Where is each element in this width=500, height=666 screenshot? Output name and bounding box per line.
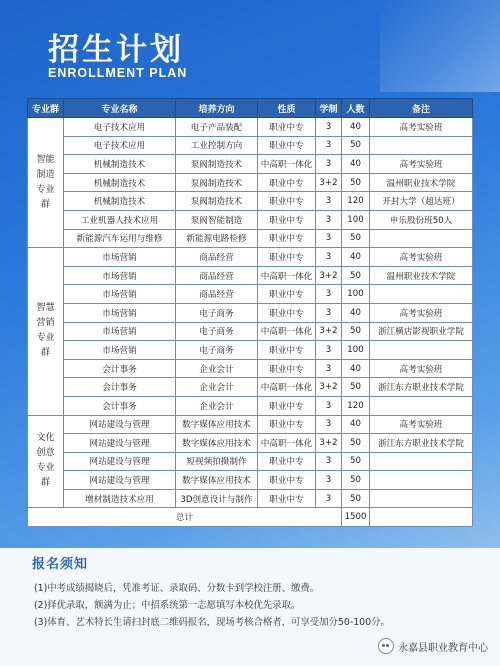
nature-cell: 中高职一体化 [258,322,316,341]
nature-cell: 职业中专 [258,396,316,415]
direction-cell: 电子产品装配 [176,118,258,137]
note-cell [370,471,473,490]
direction-cell: 企业会计 [176,396,258,415]
count-cell: 50 [342,434,370,453]
note-cell: 开封大学（超达班） [370,192,473,211]
col-header: 专业群 [28,99,64,118]
direction-cell: 数字媒体应用技术 [176,434,258,453]
table-row [28,396,473,415]
nature-cell: 职业中专 [258,452,316,471]
direction-cell: 泵阀制造技术 [176,173,258,192]
count-cell: 40 [342,118,370,137]
table-row [28,489,473,508]
note-cell: 浙江横店影视职业学院 [370,322,473,341]
note-cell [370,396,473,415]
count-cell: 40 [342,415,370,434]
nature-cell: 职业中专 [258,471,316,490]
nature-cell: 职业中专 [258,341,316,360]
note-cell [370,229,473,248]
page-subtitle: ENROLLMENT PLAN [48,66,188,80]
nature-cell: 中高职一体化 [258,378,316,397]
years-cell: 3+2 [316,266,342,285]
note-cell: 高考实验班 [370,415,473,434]
major-cell: 网站建设与管理 [64,434,176,453]
nature-cell: 职业中专 [258,248,316,267]
nature-cell: 职业中专 [258,229,316,248]
col-header: 培养方向 [176,99,258,118]
table-row [28,229,473,248]
years-cell: 3 [316,452,342,471]
table-row [28,471,473,490]
years-cell: 3 [316,210,342,229]
note-cell: 温州职业技术学院 [370,173,473,192]
nature-cell: 中高职一体化 [258,155,316,174]
major-cell: 市场营销 [64,248,176,267]
direction-cell: 企业会计 [176,359,258,378]
years-cell: 3 [316,359,342,378]
major-cell: 市场营销 [64,341,176,360]
count-cell: 120 [342,396,370,415]
major-cell: 市场营销 [64,266,176,285]
table-row [28,285,473,304]
notice-item: (3)体育、艺术特长生请扫封底二维码报名，现场考核合格者，可享受加分50-100分。 [34,617,390,628]
direction-cell: 工业控制方向 [176,136,258,155]
note-cell [370,452,473,471]
major-cell: 新能源汽车运用与维修 [64,229,176,248]
years-cell: 3 [316,229,342,248]
years-cell: 3 [316,118,342,137]
note-cell [370,136,473,155]
nature-cell: 职业中专 [258,359,316,378]
direction-cell: 商品经营 [176,285,258,304]
years-cell: 3 [316,155,342,174]
direction-cell: 电子商务 [176,322,258,341]
notice-title: 报名须知 [32,557,89,572]
table-row [28,192,473,211]
direction-cell: 电子商务 [176,341,258,360]
count-cell: 50 [342,173,370,192]
direction-cell: 商品经营 [176,248,258,267]
count-cell: 50 [342,378,370,397]
major-cell: 市场营销 [64,285,176,304]
note-cell: 高考实验班 [370,359,473,378]
major-cell: 会计事务 [64,396,176,415]
count-cell: 50 [342,452,370,471]
total-value: 1500 [342,508,370,527]
direction-cell: 数字媒体应用技术 [176,415,258,434]
years-cell: 3+2 [316,378,342,397]
nature-cell: 职业中专 [258,136,316,155]
count-cell: 50 [342,471,370,490]
years-cell: 3 [316,415,342,434]
note-cell: 温州职业技术学院 [370,266,473,285]
col-header: 备注 [370,99,473,118]
major-cell: 机械制造技术 [64,192,176,211]
major-cell: 机械制造技术 [64,155,176,174]
note-cell: 高考实验班 [370,303,473,322]
note-cell [370,285,473,304]
total-row [28,508,473,527]
major-cell: 会计事务 [64,359,176,378]
table-row [28,248,473,267]
years-cell: 3+2 [316,434,342,453]
count-cell: 100 [342,210,370,229]
table-row [28,415,473,434]
count-cell: 40 [342,248,370,267]
note-cell [370,489,473,508]
table-row [28,341,473,360]
major-cell: 会计事务 [64,378,176,397]
years-cell: 3 [316,341,342,360]
major-cell: 网站建设与管理 [64,471,176,490]
direction-cell: 3D创意设计与制作 [176,489,258,508]
nature-cell: 职业中专 [258,285,316,304]
major-cell: 网站建设与管理 [64,415,176,434]
note-cell: 高考实验班 [370,118,473,137]
nature-cell: 职业中专 [258,192,316,211]
nature-cell: 职业中专 [258,210,316,229]
major-cell: 电子技术应用 [64,118,176,137]
group-cell: 智能制造专业群 [28,118,64,248]
table-row [28,118,473,137]
note-cell: 高考实验班 [370,155,473,174]
direction-cell: 泵阀智能制造 [176,210,258,229]
direction-cell: 泵阀制造技术 [176,155,258,174]
nature-cell: 职业中专 [258,173,316,192]
years-cell: 3 [316,489,342,508]
count-cell: 40 [342,303,370,322]
col-header: 学制 [316,99,342,118]
count-cell: 50 [342,136,370,155]
col-header: 人数 [342,99,370,118]
years-cell: 3 [316,285,342,304]
count-cell: 40 [342,359,370,378]
years-cell: 3+2 [316,322,342,341]
notice-item: (1)中考成绩揭晓后，凭准考证、录取码、分数卡到学校注册、缴费。 [34,583,320,594]
wechat-icon [378,638,394,654]
major-cell: 市场营销 [64,303,176,322]
footer-watermark [378,638,488,654]
years-cell: 3 [316,192,342,211]
nature-cell: 中高职一体化 [258,434,316,453]
page-title: 招生计划 [48,32,184,68]
years-cell: 3 [316,136,342,155]
direction-cell: 数字媒体应用技术 [176,471,258,490]
note-cell: 高考实验班 [370,248,473,267]
count-cell: 50 [342,322,370,341]
direction-cell: 企业会计 [176,378,258,397]
direction-cell: 商品经营 [176,266,258,285]
enrollment-table [27,98,472,527]
count-cell: 120 [342,192,370,211]
years-cell: 3 [316,248,342,267]
major-cell: 工业机器人技术应用 [64,210,176,229]
major-cell: 网站建设与管理 [64,452,176,471]
note-cell: 申乐股份班50人 [370,210,473,229]
direction-cell: 短视频拍摄制作 [176,452,258,471]
major-cell: 机械制造技术 [64,173,176,192]
nature-cell: 职业中专 [258,303,316,322]
table-header-row [28,99,473,118]
nature-cell: 职业中专 [258,415,316,434]
note-cell [370,341,473,360]
total-label: 总计 [28,508,342,527]
table-row [28,173,473,192]
years-cell: 3 [316,396,342,415]
years-cell: 3 [316,471,342,490]
nature-cell: 中高职一体化 [258,266,316,285]
count-cell: 100 [342,285,370,304]
note-cell: 浙江东方职业技术学院 [370,434,473,453]
table-row [28,378,473,397]
col-header: 专业名称 [64,99,176,118]
table-row [28,434,473,453]
table-row [28,452,473,471]
count-cell: 40 [342,155,370,174]
table-row [28,359,473,378]
table-row [28,210,473,229]
count-cell: 100 [342,341,370,360]
table-row [28,136,473,155]
direction-cell: 泵阀制造技术 [176,192,258,211]
table-row [28,155,473,174]
group-cell: 智慧营销专业群 [28,248,64,415]
table-row [28,322,473,341]
nature-cell: 职业中专 [258,489,316,508]
count-cell: 50 [342,489,370,508]
notice-item: (2)择优录取，额满为止；中招系统第一志愿填写本校优先录取。 [34,600,301,611]
count-cell: 50 [342,266,370,285]
major-cell: 市场营销 [64,322,176,341]
note-cell: 浙江东方职业技术学院 [370,378,473,397]
footer-text: 永嘉县职业教育中心 [398,642,488,654]
direction-cell: 电子商务 [176,303,258,322]
major-cell: 增材制造技术应用 [64,489,176,508]
major-cell: 电子技术应用 [64,136,176,155]
decorative-band [380,0,500,92]
direction-cell: 新能源电路检修 [176,229,258,248]
total-note-cell [370,508,473,527]
years-cell: 3+2 [316,173,342,192]
notice-section [22,553,482,631]
group-cell: 文化创意专业群 [28,415,64,508]
count-cell: 50 [342,229,370,248]
col-header: 性质 [258,99,316,118]
years-cell: 3 [316,303,342,322]
table-row [28,303,473,322]
table-row [28,266,473,285]
nature-cell: 职业中专 [258,118,316,137]
